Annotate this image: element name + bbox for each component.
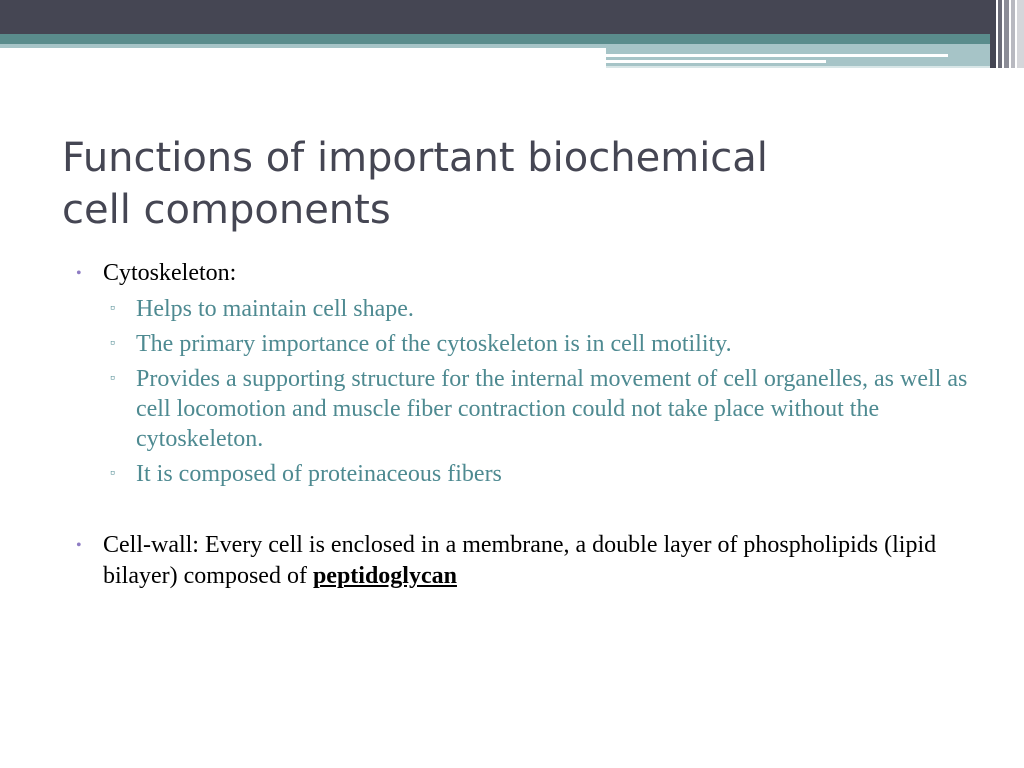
emphasis-term: peptidoglycan: [312, 563, 457, 589]
bullet-cytoskeleton: [76, 258, 976, 289]
header-accent-line: [606, 66, 996, 68]
sub-bullet: [76, 329, 976, 359]
header-light-band: [0, 44, 606, 48]
bullet-text: Cell-wall: Every cell is enclosed in a membrane, a double layer of phospholipids (lipid bilayer) composed of: [103, 532, 937, 589]
bullet-icon: •: [76, 265, 82, 282]
sub-bullet-text: Helps to maintain cell shape.: [136, 296, 414, 322]
sub-bullet-icon: ▫: [110, 301, 115, 316]
sub-bullet-icon: ▫: [110, 371, 115, 386]
sub-bullet: [76, 459, 976, 489]
header-dark-band: [0, 0, 1024, 34]
bullet-icon: •: [76, 537, 82, 554]
slide-title: [62, 132, 962, 236]
sub-bullet-text: Provides a supporting structure for the internal movement of cell organelles, as well as cell locomotion and muscle fiber contraction could not take place without the cytoskeleton.: [136, 366, 968, 452]
header-accent-line: [606, 60, 826, 63]
sub-bullet-text: The primary importance of the cytoskeleton is in cell motility.: [136, 331, 732, 357]
header-accent-line: [606, 54, 948, 57]
sub-bullet-icon: ▫: [110, 466, 115, 481]
sub-bullet: [76, 294, 976, 324]
slide-body: [76, 258, 976, 592]
sub-bullet-text: It is composed of proteinaceous fibers: [136, 461, 502, 487]
slide-title-line: Functions of important biochemical: [62, 135, 768, 181]
slide-title-line: cell components: [62, 187, 391, 233]
bullet-cell-wall: [76, 530, 976, 592]
sub-bullet-icon: ▫: [110, 336, 115, 351]
bullet-label: Cytoskeleton:: [103, 260, 237, 286]
sub-bullet: [76, 364, 976, 454]
header-teal-band: [0, 34, 1024, 44]
header-stripes: [990, 0, 1024, 68]
